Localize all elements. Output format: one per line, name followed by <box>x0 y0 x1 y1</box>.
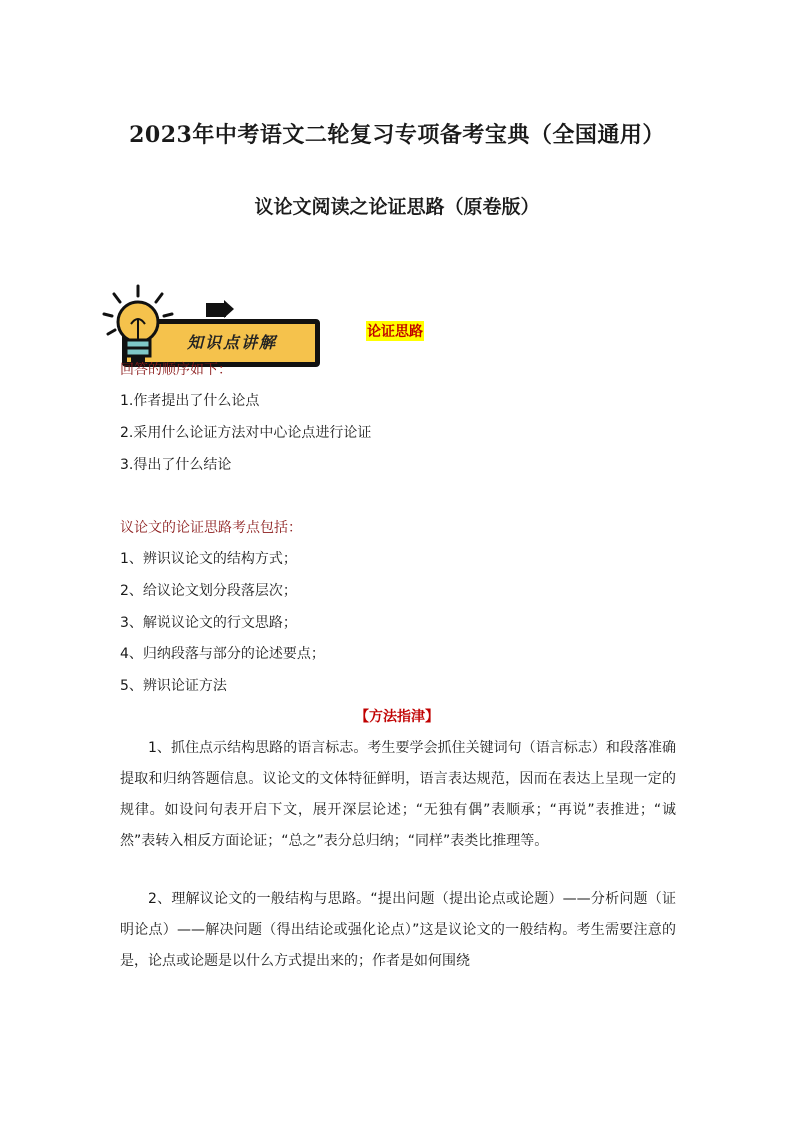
partial-line: 回答的顺序如下： <box>120 362 232 378</box>
method-paragraph: 2、理解议论文的一般结构与思路。“提出问题（提出论点或论题）——分析问题（证明论点）——解决问题（得出结论或强化论点）”这是议论文的一般结构。考生需要注意的是，论点或论题是以什么方式提出来的；作者是如何围绕 <box>120 891 676 969</box>
points-intro: 议论文的论证思路考点包括： <box>120 520 302 536</box>
method-paragraph: 1、抓住点示结构思路的语言标志。考生要学会抓住关键词句（语言标志）和段落准确提取和归纳答题信息。议论文的文体特征鲜明，语言表达规范，因而在表达上呈现一定的规律。如设问句表开启下文，展开深层论述；“无独有偶”表顺承；“再说”表推进；“诚然”表转入相反方面论证；“总之”表分总归纳；“同样”表类比推理等。 <box>120 740 676 849</box>
badge-tab <box>206 303 226 317</box>
step-item: 3.得出了什么结论 <box>120 457 232 473</box>
step-item: 2.采用什么论证方法对中心论点进行论证 <box>120 425 372 441</box>
badge-label: 知识点讲解 <box>187 333 278 352</box>
point-item: 3、解说议论文的行文思路； <box>120 615 297 631</box>
document-subtitle: 议论文阅读之论证思路（原卷版） <box>254 196 540 218</box>
step-item: 1.作者提出了什么论点 <box>120 393 260 409</box>
method-heading: 【方法指津】 <box>355 709 439 725</box>
point-item: 5、辨识论证方法 <box>120 678 227 694</box>
point-item: 1、辨识议论文的结构方式； <box>120 551 297 567</box>
section-heading: 论证思路 <box>366 321 424 341</box>
point-item: 4、归纳段落与部分的论述要点； <box>120 646 325 662</box>
badge-arrow-icon <box>224 300 234 318</box>
document-title: 2023年中考语文二轮复习专项备考宝典（全国通用） <box>129 122 665 148</box>
point-item: 2、给议论文划分段落层次； <box>120 583 297 599</box>
